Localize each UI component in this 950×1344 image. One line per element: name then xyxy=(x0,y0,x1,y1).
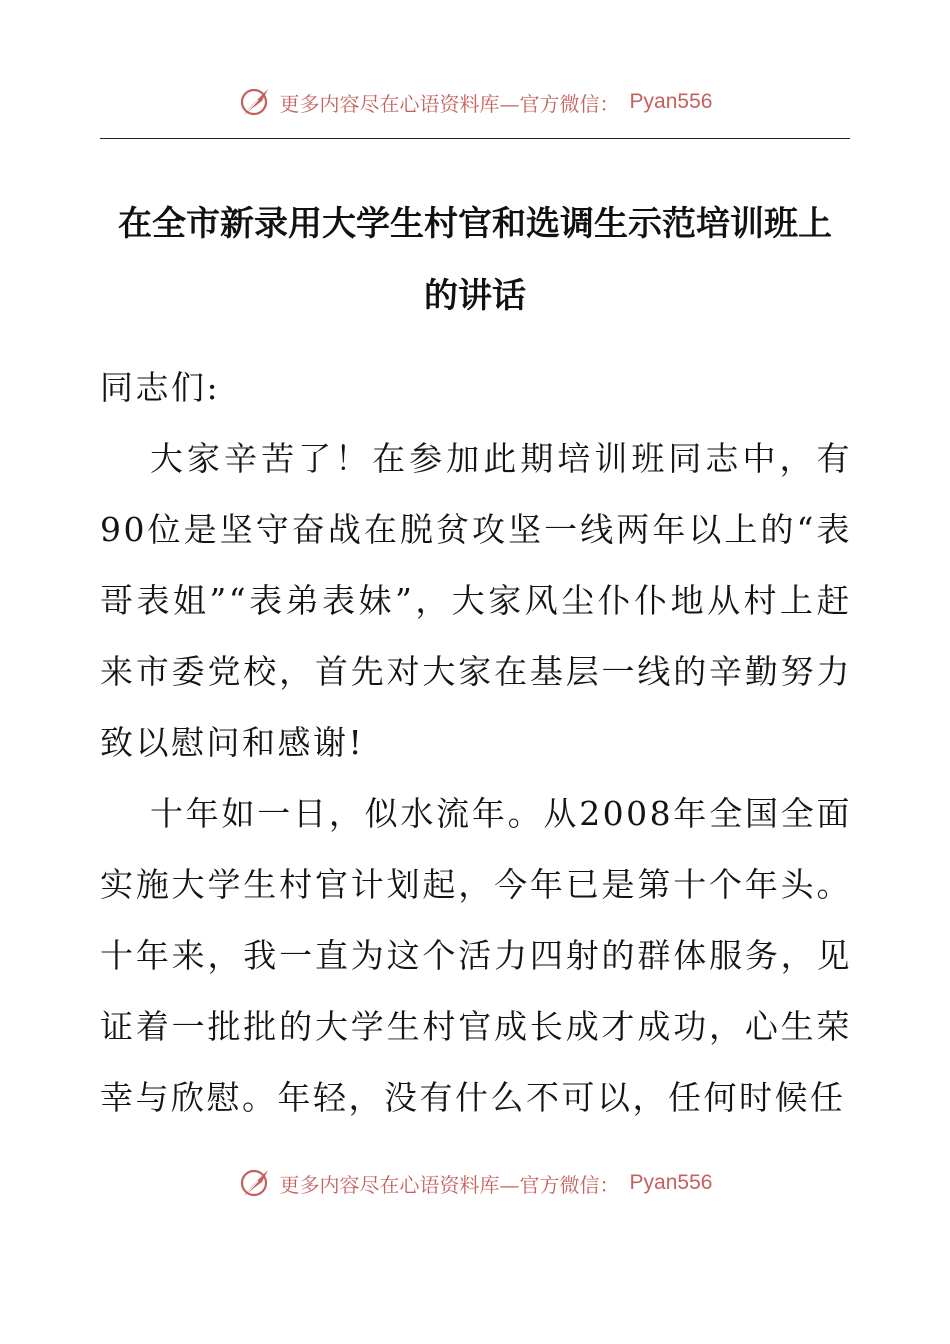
header-watermark xyxy=(0,82,950,122)
watermark-id: Pyan556 xyxy=(629,90,713,113)
footer-watermark xyxy=(0,1163,950,1203)
quill-logo-icon xyxy=(238,1166,272,1200)
paragraph-2: 十年如一日，似水流年。从2008年全国全面实施大学生村官计划起，今年已是第十个年头。十年来，我一直为这个活力四射的群体服务，见证着一批批的大学生村官成长成才成功，心生荣幸与欣慰。年轻，没有什么不可以，任何时候任 xyxy=(100,794,852,1117)
quill-logo-icon xyxy=(238,85,272,119)
title-line-2: 的讲话 xyxy=(424,276,526,316)
document-title xyxy=(100,188,850,332)
paragraph-1: 大家辛苦了！在参加此期培训班同志中，有90位是坚守奋战在脱贫攻坚一线两年以上的“表哥表姐”“表弟表妹”，大家风尘仆仆地从村上赶来市委党校，首先对大家在基层一线的辛勤努力致以慰问和感谢! xyxy=(100,439,852,762)
watermark-text: 更多内容尽在心语资料库—官方微信： xyxy=(279,91,620,116)
title-line-1: 在全市新录用大学生村官和选调生示范培训班上 xyxy=(118,204,832,244)
header-divider xyxy=(100,138,850,139)
watermark-text: 更多内容尽在心语资料库—官方微信： xyxy=(279,1172,620,1197)
document-body xyxy=(100,352,852,1133)
watermark-id: Pyan556 xyxy=(629,1171,713,1194)
salutation: 同志们: xyxy=(100,368,221,407)
